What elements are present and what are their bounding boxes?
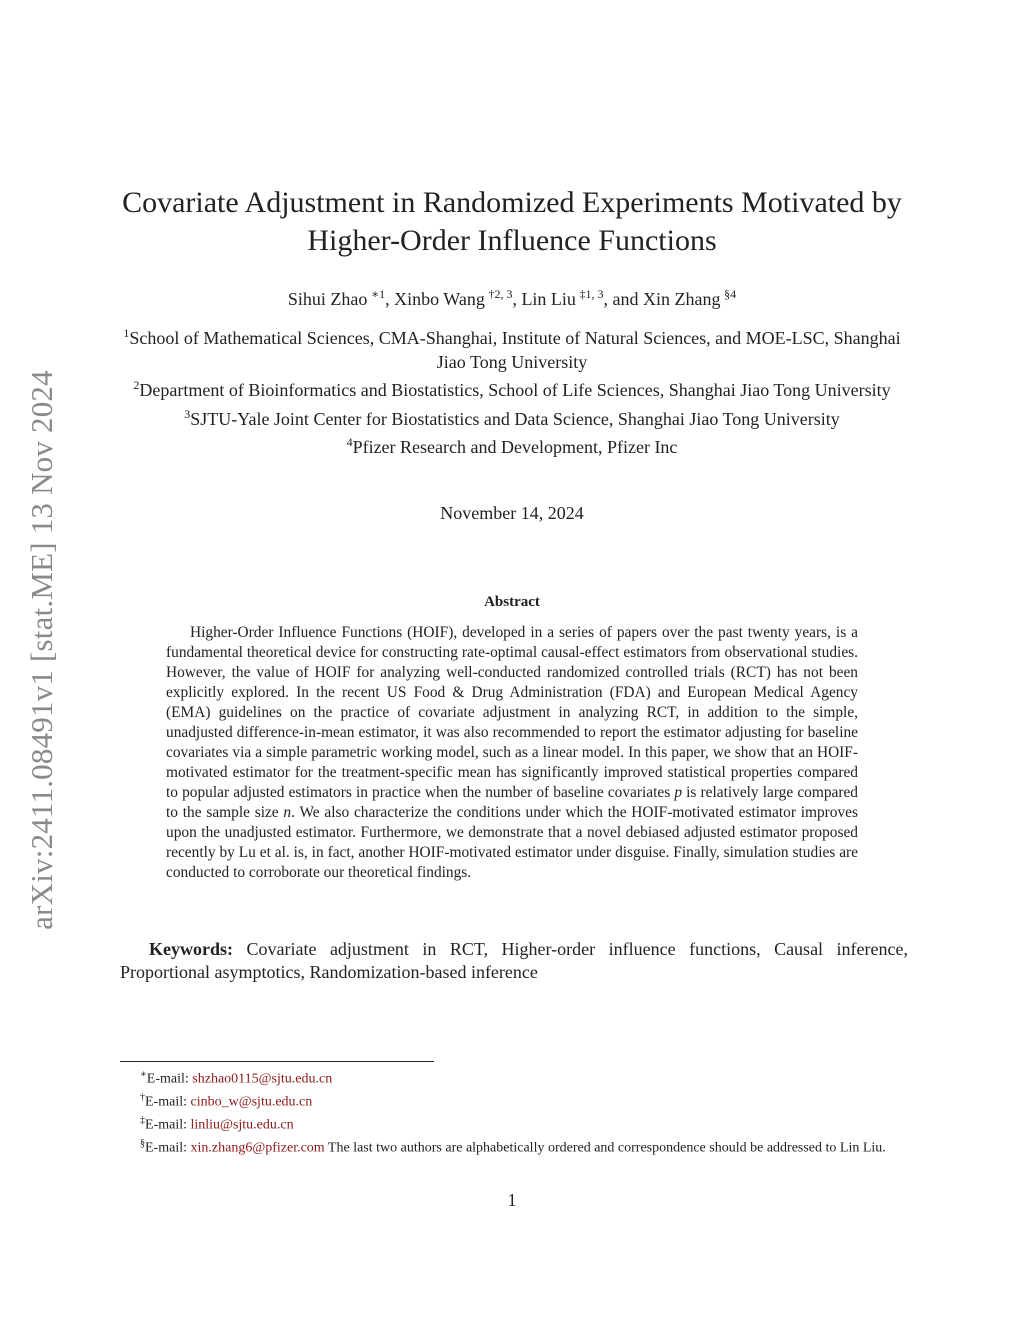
title-line-1: Covariate Adjustment in Randomized Experiments Motivated by bbox=[122, 186, 902, 219]
footnote-item bbox=[120, 1135, 908, 1158]
publication-date: November 14, 2024 bbox=[440, 503, 584, 523]
author-mark: §4 bbox=[724, 287, 737, 301]
arxiv-sidebar bbox=[0, 340, 80, 960]
affiliation-number: 1 bbox=[123, 326, 130, 340]
author-mark: †2, 3 bbox=[488, 287, 513, 301]
footnote-item bbox=[120, 1112, 908, 1135]
author-separator: , bbox=[512, 289, 522, 309]
abstract-text: Higher-Order Influence Functions (HOIF), developed in a series of papers over the past twenty years, is a fundamental theoretical device for constructing rate-optimal causal-effect estimators from observational studies. However, the value of HOIF for analyzing well-conducted randomized controlled trials (RCT) has not been explicitly explored. In the recent US Food & Drug Administration (FDA) and European Medical Agency (EMA) guidelines on the practice of covariate adjustment in analyzing RCT, in addition to the simple, unadjusted difference-in-mean estimator, it was also recommended to report the estimator adjusting for baseline covariates via a simple parametric working model, such as a linear model. In this paper, we show that an HOIF-motivated estimator for the treatment-specific mean has significantly improved statistical properties compared to popular adjusted estimators in practice when the number of baseline covariates bbox=[166, 624, 858, 801]
affiliation-number: 2 bbox=[133, 378, 140, 392]
footnote-extra: The last two authors are alphabetically ordered and correspondence should be addressed to Lin Liu. bbox=[324, 1141, 886, 1157]
author-name: Xin Zhang bbox=[643, 289, 721, 309]
affiliation-number: 3 bbox=[184, 406, 191, 421]
affiliation-text: Department of Bioinformatics and Biostatistics, School of Life Sciences, Shanghai Jiao Tong University bbox=[139, 380, 891, 400]
email-link[interactable]: linliu@sjtu.edu.cn bbox=[190, 1117, 294, 1133]
affiliation-text: School of Mathematical Sciences, CMA-Shanghai, Institute of Natural Sciences, and MOE-LSC, Shanghai Jiao Tong University bbox=[129, 328, 901, 372]
page-number: 1 bbox=[507, 1190, 517, 1210]
affiliation-item bbox=[110, 403, 914, 432]
footnote-mark: † bbox=[140, 1092, 145, 1104]
footnote-label: E-mail: bbox=[145, 1117, 191, 1133]
footnote-divider bbox=[120, 1061, 434, 1062]
abstract-text: . We also characterize the conditions under which the HOIF-motivated estimator improves upon the unadjusted estimator. Furthermore, we demonstrate that a novel debiased adjusted estimator proposed recently by Lu et al. is, in fact, another HOIF-motivated estimator under disguise. Finally, simulation studies are conducted to corroborate our theoretical findings. bbox=[166, 804, 859, 881]
author-name: Sihui Zhao bbox=[287, 289, 368, 309]
affiliation-item bbox=[110, 431, 914, 460]
author-name: Xinbo Wang bbox=[394, 289, 485, 309]
email-link[interactable]: xin.zhang6@pfizer.com bbox=[190, 1141, 325, 1157]
email-link[interactable]: shzhao0115@sjtu.edu.cn bbox=[192, 1071, 333, 1087]
author-list bbox=[100, 281, 924, 312]
math-variable-n: n bbox=[283, 804, 292, 821]
arxiv-id-stamp: arXiv:2411.08491v1 [stat.ME] 13 Nov 2024 bbox=[24, 370, 59, 930]
abstract-heading: Abstract bbox=[484, 594, 540, 610]
author-name: Lin Liu bbox=[521, 289, 576, 309]
footnote-item bbox=[120, 1066, 908, 1089]
paper-title bbox=[100, 184, 924, 260]
footnotes bbox=[120, 1066, 908, 1159]
affiliation-text: SJTU-Yale Joint Center for Biostatistics and Data Science, Shanghai Jiao Tong University bbox=[190, 408, 840, 429]
math-variable-p: p bbox=[674, 784, 683, 801]
author-separator: , bbox=[385, 289, 395, 309]
keywords bbox=[120, 938, 908, 984]
footnote-mark: § bbox=[140, 1138, 145, 1150]
keywords-text: Covariate adjustment in RCT, Higher-order influence functions, Causal inference, Proportional asymptotics, Randomization-based inference bbox=[120, 939, 908, 982]
footnote-label: E-mail: bbox=[145, 1141, 191, 1157]
footnote-mark: ‡ bbox=[140, 1115, 145, 1127]
email-link[interactable]: cinbo_w@sjtu.edu.cn bbox=[190, 1094, 313, 1110]
affiliation-number: 4 bbox=[346, 435, 353, 449]
keywords-label: Keywords: bbox=[149, 939, 233, 959]
footnote-mark: ∗ bbox=[140, 1069, 147, 1080]
abstract-body bbox=[166, 623, 858, 883]
title-line-2: Higher-Order Influence Functions bbox=[307, 224, 717, 257]
author-mark: ∗1 bbox=[370, 287, 386, 301]
author-separator: , and bbox=[603, 289, 644, 309]
footnote-label: E-mail: bbox=[146, 1071, 193, 1087]
footnote-item bbox=[120, 1089, 908, 1112]
affiliation-item bbox=[110, 374, 914, 403]
author-mark: ‡1, 3 bbox=[579, 287, 604, 301]
abstract-text: is relatively large compared to the sample size bbox=[166, 784, 858, 821]
affiliations bbox=[110, 322, 914, 460]
footnote-label: E-mail: bbox=[145, 1094, 191, 1110]
affiliation-text: Pfizer Research and Development, Pfizer Inc bbox=[352, 437, 678, 457]
affiliation-item bbox=[110, 322, 914, 374]
